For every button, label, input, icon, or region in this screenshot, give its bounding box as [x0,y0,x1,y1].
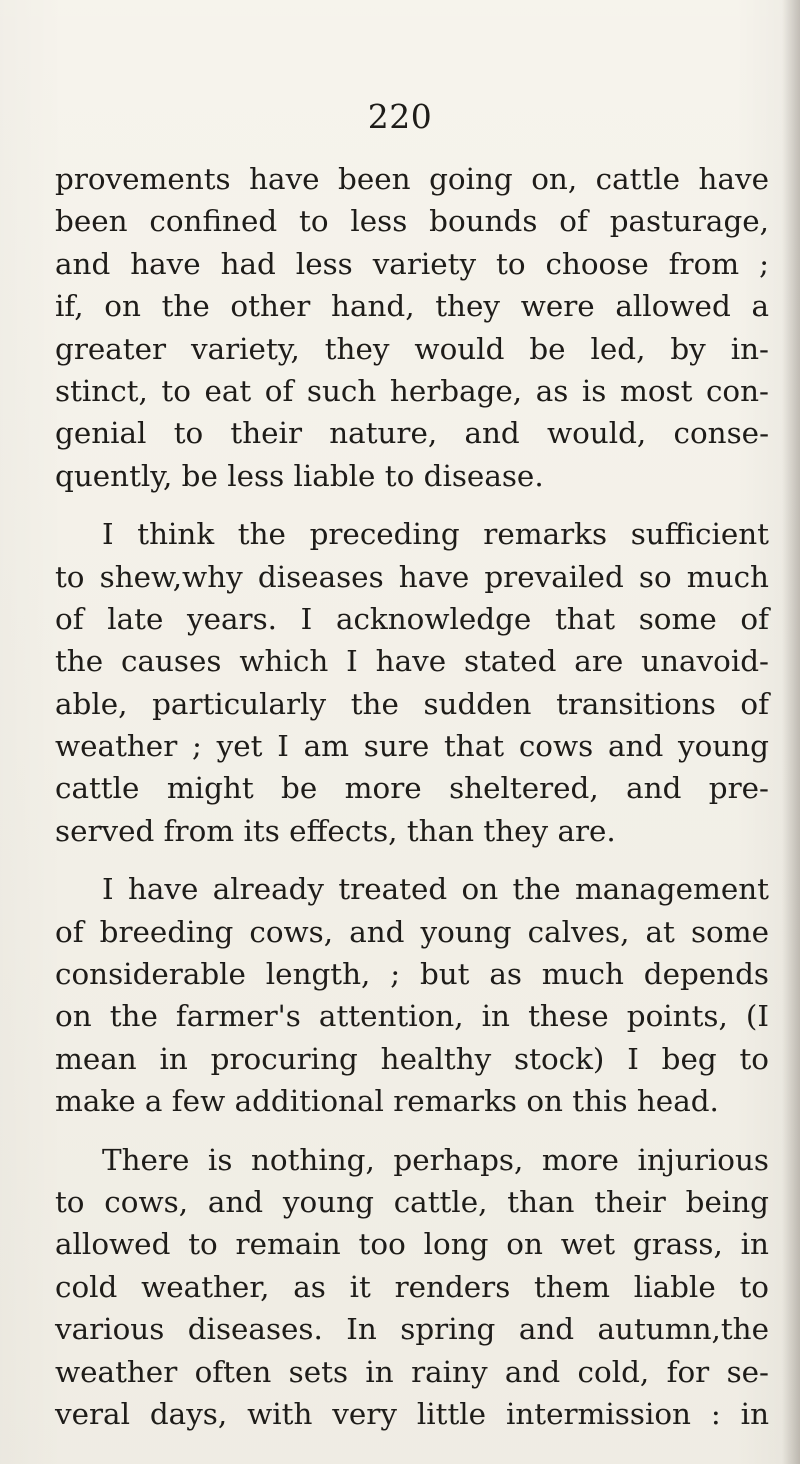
text-line: allowed to remain too long on wet grass, in [55,1227,769,1262]
text-line: genial to their nature, and would, conse- [55,416,769,451]
text-line: veral days, with very little intermission : in [55,1396,769,1431]
text-line: weather ; yet I am sure that cows and young [55,729,769,764]
text-line: and have had less variety to choose from ; [55,246,769,281]
page-edge-shadow [782,0,800,1464]
text-line: the causes which I have stated are unavoid- [55,644,769,679]
text-line: make a few additional remarks on this head. [55,1084,719,1119]
text-line: able, particularly the sudden transitions of [55,686,769,721]
body-text [55,158,769,1435]
text-line: There is nothing, perhaps, more injurious [102,1142,769,1177]
page-number: 220 [367,97,433,136]
paragraph-gap [55,1123,769,1139]
text-line: quently, be less liable to disease. [55,458,544,493]
text-line: of breeding cows, and young calves, at some [55,914,769,949]
text-line: I have already treated on the management [102,872,769,907]
paragraph-3 [55,868,769,1122]
text-line: cattle might be more sheltered, and pre- [55,771,769,806]
text-line: to shew,why diseases have prevailed so much [55,559,769,594]
paragraph-1 [55,158,769,497]
text-line: cold weather, as it renders them liable to [55,1269,769,1304]
text-line: mean in procuring healthy stock) I beg to [55,1041,769,1076]
text-line: I think the preceding remarks sufficient [102,517,769,552]
text-line: greater variety, they would be led, by in- [55,331,769,366]
text-line: considerable length, ; but as much depends [55,957,769,992]
text-line: weather often sets in rainy and cold, for se- [55,1354,769,1389]
paragraph-gap [55,852,769,868]
text-line: if, on the other hand, they were allowed a [55,289,769,324]
paragraph-4 [55,1139,769,1436]
paragraph-gap [55,497,769,513]
text-line: been confined to less bounds of pasturage, [55,204,769,239]
text-line: to cows, and young cattle, than their being [55,1184,769,1219]
text-line: on the farmer's attention, in these points, (I [55,999,769,1034]
text-line: served from its effects, than they are. [55,813,616,848]
text-line: provements have been going on, cattle have [55,162,769,196]
paragraph-2 [55,513,769,852]
text-line: various diseases. In spring and autumn,the [55,1312,769,1347]
text-line: stinct, to eat of such herbage, as is most con- [55,373,769,408]
text-line: of late years. I acknowledge that some of [55,601,769,636]
